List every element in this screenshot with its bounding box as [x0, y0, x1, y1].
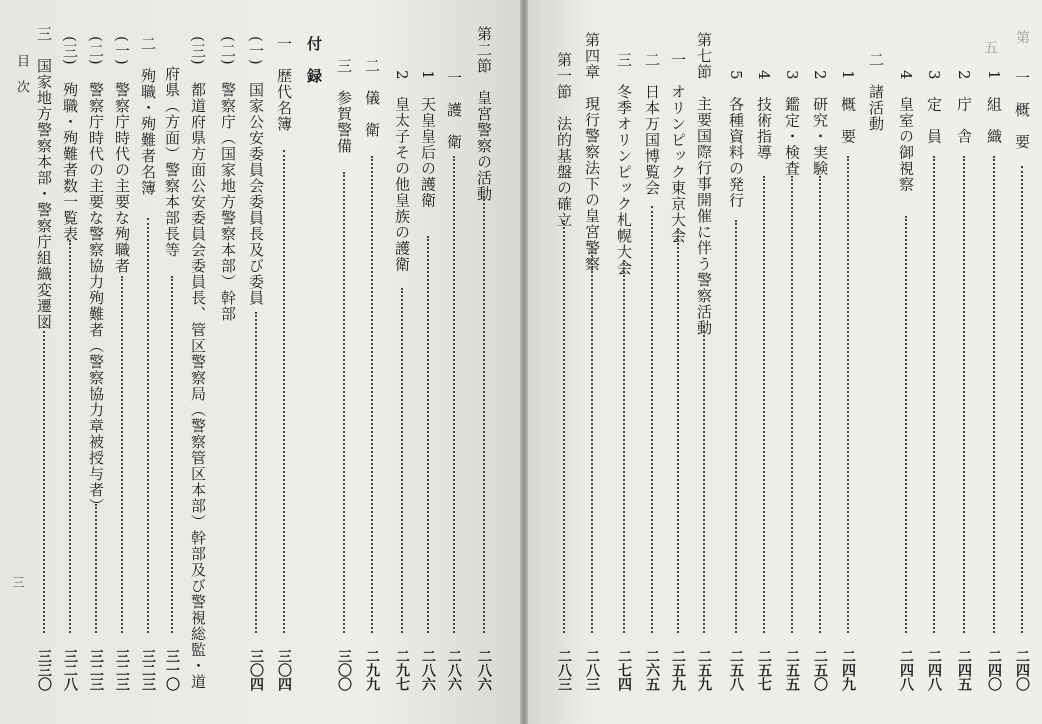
leader-dots — [963, 156, 965, 633]
toc-entry-page: 二四〇 — [986, 649, 1002, 691]
leader-dots — [121, 276, 123, 633]
leader-dots — [763, 176, 765, 633]
toc-entry — [666, 26, 690, 691]
toc-entry — [244, 26, 268, 691]
leader-dots — [147, 218, 149, 633]
toc-entry-page: 二五九 — [670, 649, 686, 691]
toc-entry — [952, 26, 976, 691]
toc-entry-page: 二五五 — [784, 649, 800, 691]
leader-dots — [847, 156, 849, 633]
toc-entry-page: 二四八 — [926, 649, 942, 691]
edge-mark: 五 — [982, 40, 998, 54]
toc-entry-page: 二五九 — [696, 649, 712, 691]
toc-entry — [922, 26, 946, 691]
toc-entry — [186, 26, 210, 691]
toc-entry-page: 二八六 — [476, 649, 492, 691]
toc-entry-label: 二 儀 衛 — [363, 58, 381, 138]
toc-entry — [332, 26, 356, 691]
running-head: 目 次 — [14, 54, 29, 93]
toc-entry-page: 二八六 — [446, 649, 462, 691]
leader-dots — [343, 172, 345, 633]
toc-entry — [390, 26, 414, 691]
toc-entry-label: 4 技術指導 — [755, 70, 773, 161]
leader-dots — [791, 176, 793, 633]
leader-dots — [819, 176, 821, 633]
leader-dots — [1021, 166, 1023, 633]
toc-entry-label: 2 研究・実験 — [811, 70, 829, 177]
leader-dots — [483, 196, 485, 633]
toc-entry — [752, 26, 776, 691]
toc-entry-label: 一 護 衛 — [445, 70, 463, 150]
toc-entry — [110, 26, 134, 691]
toc-entry — [982, 26, 1006, 691]
leader-dots — [735, 220, 737, 633]
toc-entry-label: (一) 警察庁時代の主要な殉職者 — [113, 36, 131, 274]
toc-entry — [472, 26, 496, 691]
toc-entry-label: 二 殉職・殉難者名簿 — [139, 36, 157, 196]
leader-dots — [703, 326, 705, 633]
toc-entry-label: (二) 警察庁時代の主要な警察協力殉難者（警察協力章被授与者） — [87, 36, 105, 514]
leader-dots — [43, 326, 45, 633]
leader-dots — [563, 220, 565, 633]
leader-dots — [427, 236, 429, 633]
toc-entry-page: 二四〇 — [1014, 649, 1030, 691]
toc-entry-page: 三二八 — [62, 649, 78, 691]
toc-entry-label: 4 皇室の御視察 — [897, 70, 915, 193]
toc-entry — [894, 26, 918, 691]
toc-entry-page: 二四九 — [840, 649, 856, 691]
leader-dots — [677, 228, 679, 633]
toc-entry-label: 一 概 要 — [1013, 70, 1031, 150]
toc-entry — [1010, 26, 1034, 691]
toc-entry — [724, 26, 748, 691]
toc-entry — [416, 26, 440, 691]
toc-heading — [302, 26, 326, 691]
toc-entry-page: 二四五 — [956, 649, 972, 691]
toc-entry-page: 三〇四 — [276, 649, 292, 691]
toc-entry-page: 二七四 — [616, 649, 632, 691]
leader-dots — [453, 156, 455, 633]
toc-entry — [32, 26, 56, 691]
leader-dots — [591, 246, 593, 633]
toc-entry-page: 三二三 — [140, 649, 156, 691]
toc-entry-label: 2 庁 舎 — [955, 70, 973, 145]
toc-entry-label: 1 組 織 — [985, 70, 1003, 145]
toc-entry-label: (三) 殉職・殉難者数一覧表 — [61, 36, 79, 242]
toc-entry-label: (二) 警察庁（国家地方警察本部）幹部 — [219, 36, 237, 322]
toc-entry-page: 三二三 — [88, 649, 104, 691]
toc-entry-page: 二九七 — [394, 649, 410, 691]
leader-dots — [651, 206, 653, 633]
leader-dots — [171, 276, 173, 633]
leader-dots — [95, 504, 97, 633]
toc-entry-label: 府県（方面）警察本部長等 — [163, 66, 181, 258]
toc-entry-page: 二九九 — [364, 649, 380, 691]
toc-entry — [692, 26, 716, 691]
toc-entry-page: 三二三 — [114, 649, 130, 691]
leader-dots — [623, 260, 625, 633]
toc-entry-page: 三一〇 — [164, 649, 180, 691]
toc-entry — [272, 26, 296, 691]
leader-dots — [255, 312, 257, 633]
toc-entry — [640, 26, 664, 691]
toc-entry — [216, 26, 240, 691]
toc-entry-page: 二八三 — [556, 649, 572, 691]
toc-entry-page: 二六五 — [644, 649, 660, 691]
toc-entry-label: 第四章 現行警察法下の皇宮警察 — [583, 32, 601, 272]
toc-entry — [864, 26, 888, 691]
toc-entry-label: 1 概 要 — [839, 70, 857, 145]
toc-entry-label: 5 各種資料の発行 — [727, 70, 745, 209]
toc-entry-page: 二四八 — [898, 649, 914, 691]
appendix-heading: 付 録 — [305, 36, 323, 84]
toc-entry-page: 三三〇 — [36, 649, 52, 691]
toc-entry-page: 三〇四 — [248, 649, 264, 691]
toc-entry-label: 一 歴代名簿 — [275, 36, 293, 132]
toc-entry-label: 三 国家地方警察本部・警察庁組織変遷図 — [35, 26, 53, 330]
left-page — [0, 0, 520, 724]
toc-entry — [136, 26, 160, 691]
toc-entry-page: 二五〇 — [812, 649, 828, 691]
page-folio: 三 — [11, 576, 25, 588]
toc-entry-page: 二五七 — [756, 649, 772, 691]
edge-mark: 第 — [1014, 30, 1030, 44]
toc-entry — [360, 26, 384, 691]
toc-entry-label: 2 皇太子その他皇族の護衛 — [393, 70, 411, 273]
toc-entry — [58, 26, 82, 691]
toc-entry — [808, 26, 832, 691]
book-gutter — [520, 0, 528, 724]
toc-entry-label: 3 鑑定・検査 — [783, 70, 801, 177]
toc-entry-page: 三〇〇 — [336, 649, 352, 691]
toc-entry-label: 第一節 法的基盤の確立 — [555, 52, 573, 228]
toc-entry-label: (一) 国家公安委員会委員長及び委員 — [247, 36, 265, 306]
toc-entry-page: 二八三 — [584, 649, 600, 691]
toc-entry — [612, 26, 636, 691]
leader-dots — [401, 288, 403, 633]
leader-dots — [69, 240, 71, 633]
leader-dots — [371, 156, 373, 633]
toc-entry — [84, 26, 108, 691]
toc-entry-label: 一 オリンピック東京大会 — [669, 52, 687, 244]
toc-entry-label: 1 天皇皇后の護衛 — [419, 70, 437, 209]
leader-dots — [905, 216, 907, 633]
toc-entry-label: 第七節 主要国際行事開催に伴う警察活動 — [695, 32, 713, 336]
toc-entry — [552, 26, 576, 691]
toc-entry-label: 3 定 員 — [925, 70, 943, 145]
toc-entry — [780, 26, 804, 691]
toc-entry — [836, 26, 860, 691]
toc-entry — [160, 26, 184, 691]
leader-dots — [283, 150, 285, 633]
toc-entry-page: 二五八 — [728, 649, 744, 691]
toc-entry-label: 三 参賀警備 — [335, 58, 353, 154]
toc-entry-label: (三) 都道府県方面公安委員会委員長、管区警察局（警察管区本部）幹部及び警視総監・道 — [189, 36, 207, 690]
toc-entry — [580, 26, 604, 691]
toc-entry-label: 第二節 皇宮警察の活動 — [475, 26, 493, 202]
leader-dots — [933, 156, 935, 633]
toc-entry-page: 二八六 — [420, 649, 436, 691]
leader-dots — [993, 156, 995, 633]
toc-entry — [442, 26, 466, 691]
right-page — [528, 0, 1042, 724]
toc-entry-label: 二 諸活動 — [867, 52, 885, 132]
toc-entry-label: 三 冬季オリンピック札幌大会 — [615, 52, 633, 276]
toc-entry-label: 二 日本万国博覧会 — [643, 52, 661, 196]
